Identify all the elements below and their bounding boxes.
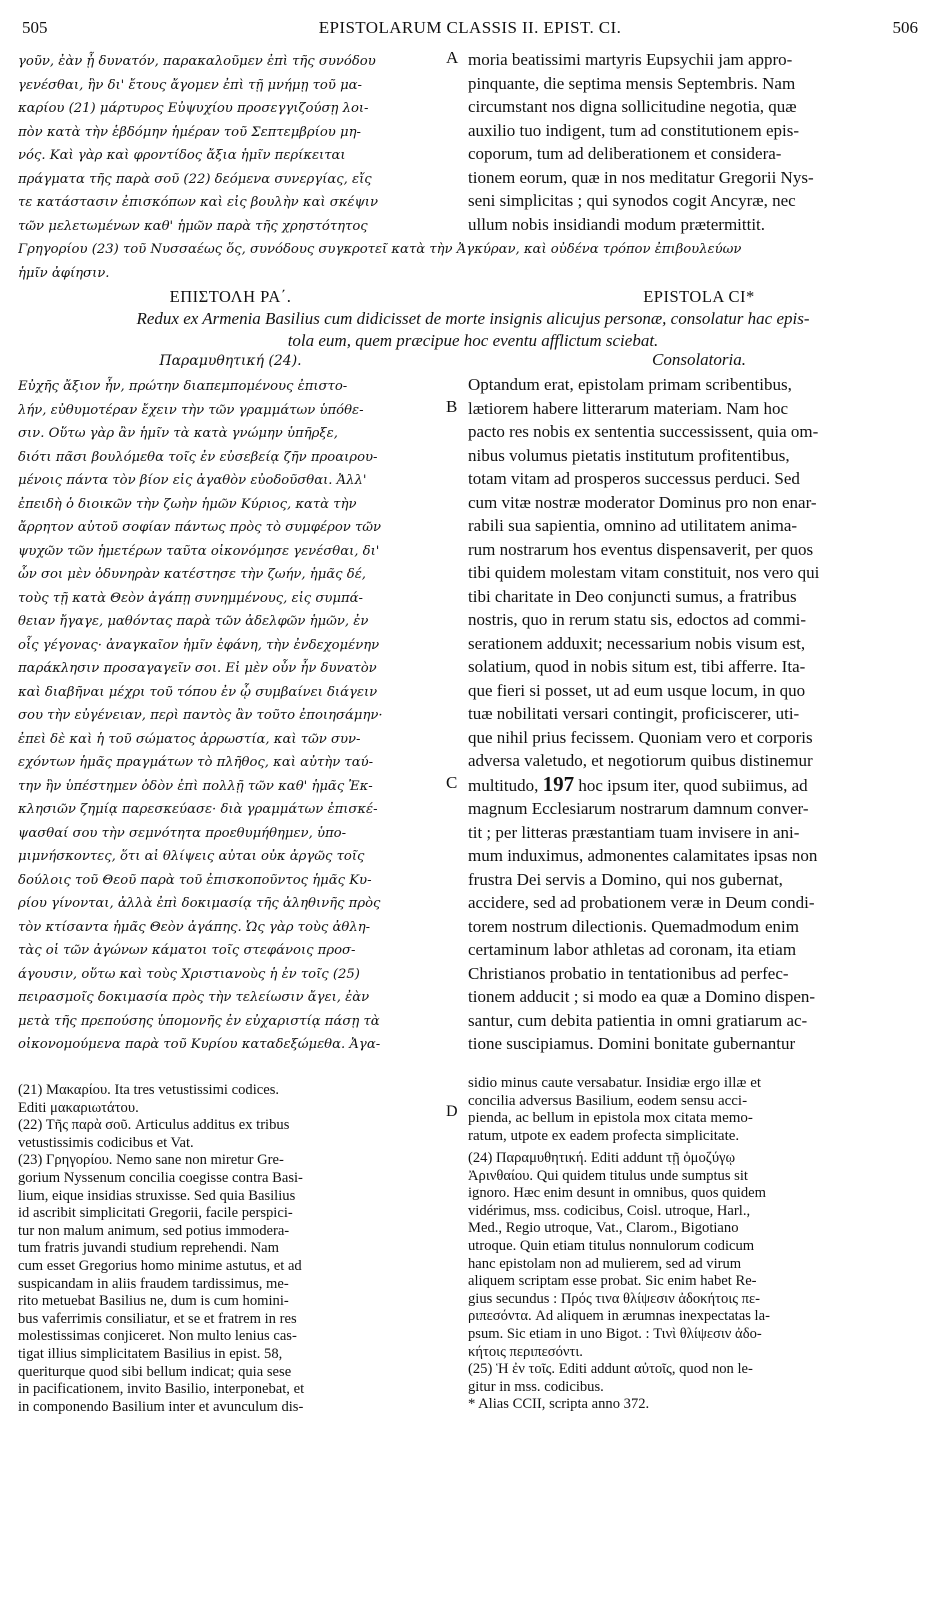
footnote-line: (22) Τῆς παρὰ σοῦ. Articulus additus ex tribus xyxy=(18,1117,290,1134)
footnotes-right xyxy=(468,1150,930,1414)
text-line: rum nostrarum hos eventus dispensaverit, per quos xyxy=(468,539,814,559)
text-line: τοὺς τῇ κατὰ Θεὸν ἀγάπῃ συνημμένους, εἰς συμπά- xyxy=(18,590,363,606)
text-line: πὸν κατὰ τὴν ἑβδόμην ἡμέραν τοῦ Σεπτεμβρίου μη- xyxy=(18,124,361,140)
footnote-line: hanc epistolam non ad mulierem, sed ad virum xyxy=(468,1255,742,1272)
text-line: mum induximus, admonentes calamitates ipsas non xyxy=(468,846,818,865)
text-line: τῶν μελετωμένων καθ' ἡμῶν παρὰ τῆς χρηστότητος xyxy=(18,218,368,234)
text-line: ullum nobis insidiandi modum prætermittit. xyxy=(468,214,766,234)
text-line: καὶ διαβῆναι μέχρι τοῦ τόπου ἐν ᾧ συμβαίνει διάγειν xyxy=(18,684,378,700)
text-line: σιν. Οὕτω γὰρ ἂν ἡμῖν τὰ κατὰ γνώμην ὑπῆρξε, xyxy=(18,426,338,441)
text-line: ὧν σοι μὲν ὀδυνηρὰν κατέστησε τὴν ζωήν, ἡμᾶς δέ, xyxy=(18,567,366,582)
footnote-line: (21) Μακαρίου. Ita tres vetustissimi codices. xyxy=(18,1082,280,1098)
footnote-line: id ascribit simplicitati Gregorii, facile perspici- xyxy=(18,1205,293,1222)
footnote-line: ριπεσόντα. Ad aliquem in ærumnas inexpectatas la- xyxy=(468,1308,770,1325)
margin-letter-c: C xyxy=(446,773,458,792)
text-line: οἷς γέγονας· ἀναγκαῖον ἡμῖν ἐφάνη, τὴν ἐνδεχομένην xyxy=(18,637,380,653)
margin-letter-b: B xyxy=(446,397,458,416)
footnote-line: cum esset Gregorius homo minime astutus, et ad xyxy=(18,1257,302,1274)
text-line: lætiorem habere litterarum materiam. Nam hoc xyxy=(468,398,789,418)
footnote-line: lium, eique insidias struxisse. Sed quia Basilius xyxy=(18,1187,296,1204)
text-line: pinquante, die septima mensis Septembris. Nam xyxy=(468,73,796,93)
text-line: cum vitæ nostræ moderator Dominus pro non enar- xyxy=(468,492,817,512)
text-line: ἡμῖν ἀφίησιν. xyxy=(18,265,110,281)
text-line: tibi charitate in Deo conjuncti sumus, a fratribus xyxy=(468,586,797,606)
footnote-line: (24) Παραμυθητική. Editi addunt τῇ ὁμοζύγῳ xyxy=(468,1150,736,1166)
text-line: μένοις πάντα τὸν βίον εἰς ἀγαθὸν εὐοδοῦσθαι. Ἀλλ' xyxy=(18,473,367,488)
footnote-line: Editi μακαριωτάτου. xyxy=(18,1099,139,1116)
text-line: seni simplicitas ; qui synodos cogit Ancyræ, nec xyxy=(468,191,796,210)
text-line: pacto res nobis ex sententia successissent, quia om- xyxy=(468,422,819,441)
footnote-line: concilia adversus Basilium, eodem sensu acci- xyxy=(468,1092,748,1109)
text-line: μιμνήσκοντες, ὅτι αἱ θλίψεις αὐται οὐκ ἀργῶς τοῖς xyxy=(18,849,365,864)
text-line: certaminum labor athletas ad coronam, ita etiam xyxy=(468,940,797,959)
text-fragment: multitudo, xyxy=(468,775,543,795)
latin-epistle-title: EPISTOLA CI* xyxy=(643,287,755,306)
footnote-line: * Alias CCII, scripta anno 372. xyxy=(468,1396,650,1413)
footnote-line: utroque. Quin etiam titulus nonnulorum codicum xyxy=(468,1237,755,1254)
text-line: άγουσιν, οὕτω καὶ τοὺς Χριστιανοὺς ἡ ἐν τοῖς (25) xyxy=(18,966,360,982)
footnote-line: molestissimas conjiceret. Non multo lenius cas- xyxy=(18,1328,297,1345)
text-line: ψασθαί σου τὴν σεμνότητα προεθυμήθημεν, ὑπο- xyxy=(18,825,347,841)
text-line: Christianos probatio in tentationibus ad perfec- xyxy=(468,963,789,983)
text-line: serationem adduxit; necessarium nobis visum est, xyxy=(468,633,806,653)
footnote-line: gorium Nyssenum concilia coegisse contra Basi- xyxy=(18,1169,303,1186)
text-line: εχόντων ἡμᾶς πραγμάτων τὸ πλῆθος, καὶ αὐτὴν ταύ- xyxy=(18,755,374,770)
text-line: γενέσθαι, ἣν δι' ἔτους ἄγομεν ἐπὶ τῇ μνήμῃ τοῦ μα- xyxy=(18,77,363,93)
footnote-line: gius secundus : Πρός τινα θλίψεσιν ἀδοκήτοις πε- xyxy=(468,1290,761,1307)
text-line: tuæ nobilitati versari contingit, proficiscerer, uti- xyxy=(468,704,800,723)
text-line: Γρηγορίου (23) τοῦ Νυσσαέως ὅς, συνόδους συγκροτεῖ κατὰ τὴν Ἀγκύραν, καὶ οὐδένα τρόπον ἐπιβουλεύων xyxy=(18,242,742,257)
body-latin-column xyxy=(468,373,930,1056)
text-line: ψυχῶν τῶν ἡμετέρων ταῦτα οἰκονόμησε γενέσθαι, δι' xyxy=(18,543,380,559)
footnote-line: queriturque quod sibi bellum indicat; quia sese xyxy=(18,1363,292,1380)
text-line: οἰκονομούμενα παρὰ τοῦ Κυρίου καταδεξώμεθα. Ἀγα- xyxy=(18,1037,381,1052)
text-line: λήν, εὐθυμοτέραν ἔχειν τὴν τῶν γραμμάτων ὑπόθε- xyxy=(18,402,364,418)
text-line: tibi quidem molestam vitam constituit, nos vero qui xyxy=(468,563,820,582)
footnote-line: tigat illius simplicitatem Basilius in epist. 58, xyxy=(18,1345,283,1362)
margin-letter-a: A xyxy=(446,48,459,67)
text-line: adversa valetudo, et negotiorum quibus distinemur xyxy=(468,751,813,770)
footnote-line: aliquem scriptam esse probat. Sic enim habet Re- xyxy=(468,1273,757,1290)
text-line: νός. Καὶ γὰρ καὶ φροντίδος ἄξια ἡμῖν περίκειται xyxy=(18,148,346,163)
text-line: que nihil prius fecissem. Quoniam vero et corporis xyxy=(468,727,813,747)
footnote-line: tur non malum animum, sed potius immodera- xyxy=(18,1222,290,1239)
greek-epistle-title: ΕΠΙΣΤΟΛΗ ΡΑ΄. xyxy=(169,287,292,306)
top-greek-column xyxy=(18,50,443,238)
running-head xyxy=(22,18,918,44)
footnote-line: psum. Sic etiam in uno Bigot. : Τινὶ θλίψεσιν ἀδο- xyxy=(468,1325,762,1342)
footnote-line: (23) Γρηγορίου. Nemo sane non miretur Gre- xyxy=(18,1152,284,1169)
text-line: πειρασμοῖς δοκιμασία πρὸς τὴν τελείωσιν ἄγει, ἐὰν xyxy=(18,990,370,1005)
text-line: totam vitam ad prosperos successus perduci. Sed xyxy=(468,469,800,488)
footnote-line: in componendo Basilium inter et avunculum dis- xyxy=(18,1398,304,1415)
footnote-line: tum fratris juvandi studium reprehendi. Nam xyxy=(18,1240,280,1257)
summary-line: Redux ex Armenia Basilius cum didicisset de morte insignis alicujus personæ, consolatur hac epis- xyxy=(136,309,810,328)
text-line: ἐπειδὴ ὁ διοικῶν τὴν ζωὴν ἡμῶν Κύριος, κατὰ τὴν xyxy=(18,496,357,512)
footnote-line: rito metuebat Basilius ne, dum is cum homini- xyxy=(18,1293,289,1310)
text-line: rabili sua sapientia, omnino ad utilitatem anima- xyxy=(468,516,798,535)
footnotes-right-continuation xyxy=(468,1075,930,1145)
summary-line: tola eum, quem præcipue hoc eventu afflictum sciebat. xyxy=(287,331,659,350)
text-line: παράκλησιν προσαγαγεῖν σοι. Εἰ μὲν οὖν ἦν δυνατὸν xyxy=(18,661,377,676)
text-line: ρίου γίνονται, ἀλλὰ ἐπὶ δοκιμασίᾳ τῆς ἀληθινῆς πρὸς xyxy=(18,896,381,911)
text-line: τὸν κτίσαντα ἡμᾶς Θεὸν ἀγάπης. Ὡς γὰρ τοὺς ἀθλη- xyxy=(18,919,371,935)
text-line: Optandum erat, epistolam primam scribentibus, xyxy=(468,375,792,394)
footnote-line: Ἀρινθαίου. Qui quidem titulus unde sumptus sit xyxy=(468,1167,748,1184)
text-line: magnum Ecclesiarum nostrarum damnum conver- xyxy=(468,799,809,818)
page-number-right: 506 xyxy=(892,18,918,37)
text-line: frustra Dei servis a Domino, qui nos gubernat, xyxy=(468,869,783,889)
text-line: nostris, quo in rerum statu sis, edoctos ad commi- xyxy=(468,610,807,629)
text-line: moria beatissimi martyris Eupsychii jam appro- xyxy=(468,50,793,69)
text-line: tionem adducit ; si modo ea quæ a Domino dispen- xyxy=(468,987,816,1006)
footnote-line: in pacificationem, invito Basilio, interponebat, et xyxy=(18,1381,305,1398)
epistle-summary xyxy=(18,308,928,352)
text-line: δούλοις τοῦ Θεοῦ παρὰ τοῦ ἐπισκοποῦντος ἡμᾶς Κυ- xyxy=(18,872,372,888)
text-line: tione suscipiamus. Domini bonitate gubernantur xyxy=(468,1034,796,1053)
body-greek-column xyxy=(18,375,443,1057)
greek-subtitle: Παραμυθητική (24). xyxy=(159,353,302,369)
text-line: ἄρρητον αὐτοῦ σοφίαν πάντως πρὸς τὸ συμφέρον τῶν xyxy=(18,520,382,535)
text-line: την ἣν ὑπέστημεν ὁδὸν ἐπὶ πολλῇ τῶν καθ' ἡμᾶς Ἐκ- xyxy=(18,778,373,794)
greek-continuation xyxy=(18,238,928,285)
text-fragment: hoc ipsum iter, quod subiimus, ad xyxy=(574,775,808,795)
footnote-line: suspicandam in aliis fraudem tardissimus, me- xyxy=(18,1275,289,1292)
text-line: ἐπεὶ δὲ καὶ ἡ τοῦ σώματος ἀρρωστία, καὶ τῶν συν- xyxy=(18,731,361,747)
footnote-line: gitur in mss. codicibus. xyxy=(468,1378,604,1395)
latin-subtitle: Consolatoria. xyxy=(652,350,746,369)
footnote-line: vidérimus, mss. codicibus, Coisl. utroque, Harl., xyxy=(468,1202,751,1219)
text-line: θειαν ἤγαγε, μαθόντας παρὰ τῶν ἀδελφῶν ἡμῶν, ἐν xyxy=(18,614,369,629)
running-title: EPISTOLARUM CLASSIS II. EPIST. CI. xyxy=(318,18,622,37)
latin-page-number: 197 xyxy=(542,772,575,796)
text-line: μετὰ τῆς πρεπούσης ὑπομονῆς ἐν εὐχαριστίᾳ πάσῃ τὰ xyxy=(18,1013,380,1029)
footnote-line: pienda, ac bellum in epistola mox citata memo- xyxy=(468,1110,753,1127)
footnote-line: (25) Ἡ ἐν τοῖς. Editi addunt αὐτοῖς, quod non le- xyxy=(468,1361,753,1378)
footnote-line: ratum, utpote ex eadem profecta simplicitate. xyxy=(468,1127,740,1144)
text-line: τὰς οἱ τῶν ἀγώνων κάματοι τοῖς στεφάνοις προσ- xyxy=(18,943,356,958)
text-line: Εὐχῆς ἄξιον ἦν, πρώτην διαπεμπομένους ἐπιστο- xyxy=(18,379,348,394)
text-line: que fieri si posset, ut ad eum usque locum, in quo xyxy=(468,680,806,700)
text-line: tit ; per litteras præstantiam tuam invisere in ani- xyxy=(468,822,800,842)
text-line: circumstant nos digna sollicitudine negotia, quæ xyxy=(468,97,797,116)
text-line: πράγματα τῆς παρὰ σοῦ (22) δεόμενα συνεργίας, εἴς xyxy=(18,171,372,187)
text-line: solatium, quod in nobis situm est, tibi afferre. Ita- xyxy=(468,657,806,676)
text-line: τε κατάστασιν ἐπισκόπων καὶ εἰς βουλὴν καὶ σκέψιν xyxy=(18,195,378,210)
text-line xyxy=(468,773,930,798)
text-line: auxilio tuo indigent, tum ad constitutionem epis- xyxy=(468,120,799,140)
top-latin-column xyxy=(468,48,930,236)
footnote-line: ignoro. Hæc enim desunt in omnibus, quos quidem xyxy=(468,1185,766,1202)
text-line: σου τὴν εὐγένειαν, περὶ παντὸς ἂν τοῦτο ἐποιησάμην· xyxy=(18,708,383,723)
text-line: accidere, sed ad probationem veræ in Deum condi- xyxy=(468,893,815,912)
text-line: κλησιῶν ζημίᾳ παρεσκεύασε· διὰ γραμμάτων ἐπισκέ- xyxy=(18,802,378,817)
text-line: coporum, tum ad deliberationem et considera- xyxy=(468,144,782,163)
footnote-line: sidio minus caute versabatur. Insidiæ ergo illæ et xyxy=(468,1075,762,1091)
footnote-line: κήτοις περιπεσόντι. xyxy=(468,1343,583,1360)
footnote-line: Med., Regio utroque, Vat., Clarom., Bigotiano xyxy=(468,1220,739,1237)
margin-letter-d: D xyxy=(446,1103,458,1120)
text-line: γοῦν, ἐὰν ᾖ δυνατόν, παρακαλοῦμεν ἐπὶ τῆς συνόδου xyxy=(18,54,376,69)
footnotes-left xyxy=(18,1082,448,1416)
text-line: καρίου (21) μάρτυρος Εὐψυχίου προσεγγιζούσῃ λοι- xyxy=(18,101,369,116)
text-line: santur, cum debita patientia in omni gratiarum ac- xyxy=(468,1010,808,1030)
page-number-left: 505 xyxy=(22,18,48,37)
text-line: torem nostrum dilectionis. Quemadmodum enim xyxy=(468,916,799,936)
text-line: διότι πᾶσι βουλόμεθα τοῖς ἐν εὐσεβείᾳ ζῆν προαιρου- xyxy=(18,449,378,465)
footnote-line: vetustissimis codicibus et Vat. xyxy=(18,1134,194,1151)
footnote-line: bus vaferrimis consiliatur, et se et fratrem in res xyxy=(18,1310,297,1327)
text-line: nibus volumus pietatis institutum profitentibus, xyxy=(468,445,790,465)
text-line: tionem eorum, quæ in nos meditatur Gregorii Nys- xyxy=(468,167,814,187)
